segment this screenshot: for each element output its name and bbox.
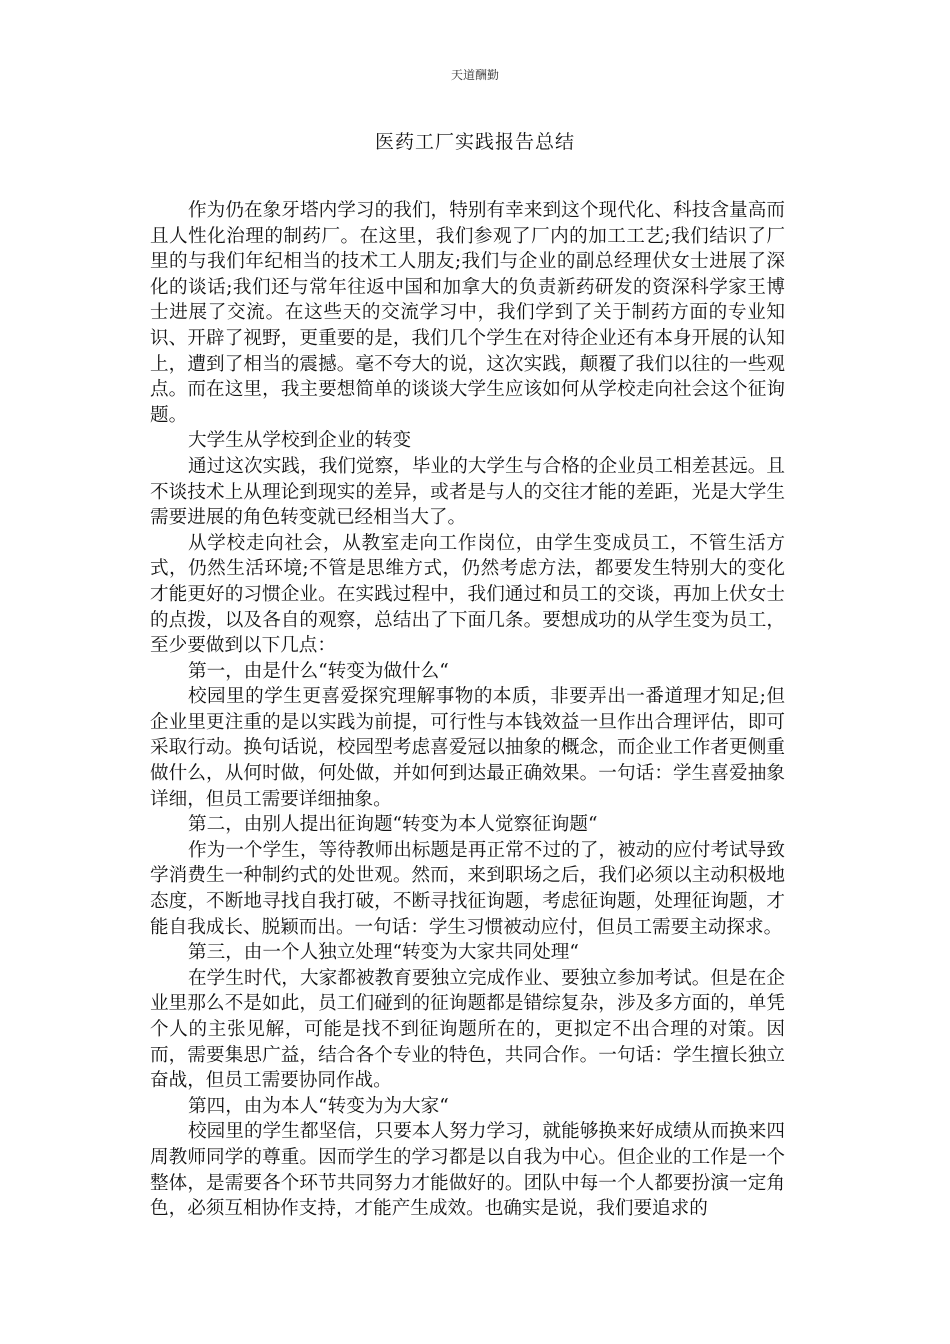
document-title: 医药工厂实践报告总结 [374,131,575,153]
point-heading: 第四，由为本人“转变为为大家“ [188,1095,449,1117]
paragraph: 校园里的学生更喜爱探究理解事物的本质，非要弄出一番道理才知足;但企业里更注重的是以实践为前提，可行性与本钱效益一旦作出合理评估，即可采取行动。换句话说，校园型考虑喜爱冠以抽象的概念，而企业工作者更侧重做什么，从何时做，何处做，并如何到达最正确效果。一句话：学生喜爱抽象详细，但员工需要详细抽象。 [150,686,785,810]
paragraph: 从学校走向社会，从教室走向工作岗位，由学生变成员工，不管生活方式，仍然生活环境;不管是思维方式，仍然考虑方法，都要发生特别大的变化才能更好的习惯企业。在实践过程中，我们通过和员工的交谈，再加上伏女士的点拨，以及各自的观察，总结出了下面几条。要想成功的从学生变为员工，至少要做到以下几点： [150,532,785,657]
page-header: 天道酬勤 [450,68,499,82]
point-heading: 第一，由是什么“转变为做什么“ [188,660,449,682]
point-heading: 第二，由别人提出征询题“转变为本人觉察征询题“ [188,814,598,836]
paragraph: 在学生时代，大家都被教育要独立完成作业、要独立参加考试。但是在企业里那么不是如此，员工们碰到的征询题都是错综复杂，涉及多方面的，单凭个人的主张见解，可能是找不到征询题所在的，更拟定不出合理的对策。因而，需要集思广益，结合各个专业的特色，共同合作。一句话：学生擅长独立奋战，但员工需要协同作战。 [150,967,785,1092]
document-body [150,198,785,1222]
section-heading: 大学生从学校到企业的转变 [188,430,412,452]
paragraph: 通过这次实践，我们觉察，毕业的大学生与合格的企业员工相差甚远。且不谈技术上从理论到现实的差异，或者是与人的交往才能的差距，光是大学生需要进展的角色转变就已经相当大了。 [150,455,785,529]
paragraph: 作为一个学生，等待教师出标题是再正常不过的了，被动的应付考试导致学消费生一种制约式的处世观。然而，来到职场之后，我们必须以主动积极地态度，不断地寻找自我打破，不断寻找征询题，考虑征询题，处理征询题，才能自我成长、脱颖而出。一句话：学生习惯被动应付，但员工需要主动探求。 [150,839,785,938]
point-heading: 第三，由一个人独立处理“转变为大家共同处理“ [188,942,579,964]
paragraph: 校园里的学生都坚信，只要本人努力学习，就能够换来好成绩从而换来四周教师同学的尊重。因而学生的学习都是以自我为中心。但企业的工作是一个整体，是需要各个环节共同努力才能做好的。团队中每一个人都要扮演一定角色，必须互相协作支持，才能产生成效。也确实是说，我们要追求的 [150,1121,785,1220]
paragraph: 作为仍在象牙塔内学习的我们，特别有幸来到这个现代化、科技含量高而且人性化治理的制药厂。在这里，我们参观了厂内的加工工艺;我们结识了厂里的与我们年纪相当的技术工人朋友;我们与企业的副总经理伏女士进展了深化的谈话;我们还与常年往返中国和加拿大的负责新药研发的资深科学家王博士进展了交流。在这些天的交流学习中，我们学到了关于制药方面的专业知识、开辟了视野，更重要的是，我们几个学生在对待企业还有本身开展的认知上，遭到了相当的震撼。毫不夸大的说，这次实践，颠覆了我们以往的一些观点。而在这里，我主要想简单的谈谈大学生应该如何从学校走向社会这个征询题。 [150,200,785,426]
